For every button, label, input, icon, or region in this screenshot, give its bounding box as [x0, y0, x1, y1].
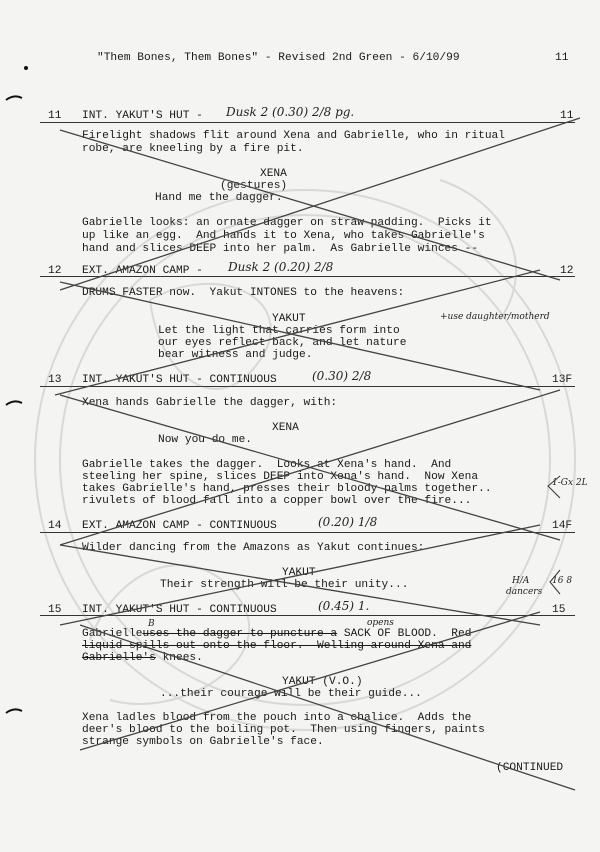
action-line: robe, are kneeling by a fire pit. — [82, 143, 304, 155]
dialogue-line: Let the light that carries form into — [158, 325, 400, 337]
handwritten-note: (0.45) 1. — [318, 599, 370, 613]
dialogue-line: ...their courage will be their guide... — [160, 688, 422, 700]
struck-text: Gabrielle's — [82, 652, 156, 664]
scene-heading: EXT. AMAZON CAMP - CONTINUOUS — [82, 520, 277, 532]
action-text: knees. — [162, 652, 203, 664]
action-line: hand and slices DEEP into her palm. As Gabrielle winces -- — [82, 243, 479, 255]
action-line: Gabrielle takes the dagger. Looks at Xena's hand. And — [82, 459, 452, 471]
scene-number-right: 15 — [552, 604, 566, 616]
handwritten-note: Dusk 2 (0.30) 2/8 pg. — [226, 105, 355, 119]
action-line: Xena hands Gabrielle the dagger, with: — [82, 397, 338, 409]
scene-number: 11 — [48, 110, 62, 122]
scene-heading: EXT. AMAZON CAMP - — [82, 265, 203, 277]
dot-mark — [24, 66, 28, 70]
scene-number-right: 13F — [552, 374, 573, 386]
scene-heading: INT. YAKUT'S HUT - — [82, 110, 203, 122]
action-line: Gabrielle looks: an ornate dagger on straw padding. Picks it — [82, 217, 492, 229]
scene-heading: INT. YAKUT'S HUT - CONTINUOUS — [82, 374, 277, 386]
dialogue-line: Hand me the dagger. — [155, 192, 283, 204]
margin-marks — [6, 96, 22, 713]
action-text: Gabrielle — [82, 628, 143, 640]
action-line: Wilder dancing from the Amazons as Yakut continues: — [82, 542, 425, 554]
scene-number-right: 14F — [552, 520, 573, 532]
scene-heading: INT. YAKUT'S HUT - CONTINUOUS — [82, 604, 277, 616]
scene-number-right: 12 — [560, 265, 574, 277]
action-line — [82, 652, 203, 665]
margin-note: 1-Gx 2L — [552, 478, 588, 488]
action-line: DRUMS FASTER now. Yakut INTONES to the heavens: — [82, 287, 405, 299]
insert-note: opens — [367, 618, 394, 628]
page-number: 11 — [555, 52, 569, 64]
dialogue-line: Now you do me. — [158, 434, 252, 446]
scene-number: 13 — [48, 374, 62, 386]
scene-number: 12 — [48, 265, 62, 277]
action-line: up like an egg. And hands it to Xena, who takes Gabrielle's — [82, 230, 485, 242]
character-name: XENA — [260, 168, 287, 180]
margin-note: +use daughter/motherd — [440, 312, 550, 322]
scene-number-right: 11 — [560, 110, 574, 122]
continued-label: (CONTINUED — [496, 762, 564, 774]
parenthetical: (gestures) — [220, 180, 288, 192]
page-header-title: "Them Bones, Them Bones" - Revised 2nd Green - 6/10/99 — [97, 52, 460, 64]
dialogue-line: bear witness and judge. — [158, 349, 313, 361]
scene-number: 14 — [48, 520, 62, 532]
action-line: takes Gabrielle's hand, presses their bloody palms together.. — [82, 483, 492, 495]
handwritten-note: Dusk 2 (0.20) 2/8 — [228, 260, 334, 274]
struck-text: uses the dagger to puncture a — [142, 628, 338, 640]
character-name: YAKUT — [272, 313, 306, 325]
action-line: deer's blood to the boiling pot. Then using fingers, paints — [82, 724, 485, 736]
action-text: SACK OF BLOOD. Red — [343, 628, 472, 640]
margin-note: H/A — [512, 576, 530, 586]
action-line: Xena ladles blood from the pouch into a chalice. Adds the — [82, 712, 472, 724]
character-name: XENA — [272, 422, 299, 434]
margin-note: 16 8 — [552, 576, 573, 586]
character-name: YAKUT — [282, 567, 316, 579]
dialogue-line: Their strength will be their unity... — [160, 579, 409, 591]
struck-text: liquid spills out onto the floor. Welling around Xena and — [82, 640, 472, 652]
handwritten-note: (0.20) 1/8 — [318, 515, 378, 529]
action-line: strange symbols on Gabrielle's face. — [82, 736, 324, 748]
character-name: YAKUT (V.O.) — [282, 676, 363, 688]
action-line: steeling her spine, slices DEEP into Xena's hand. Now Xena — [82, 471, 479, 483]
margin-note: dancers — [506, 587, 543, 597]
dialogue-line: our eyes reflect back, and let nature — [158, 337, 407, 349]
insert-note: B — [148, 619, 155, 629]
action-line: rivulets of blood fall into a copper bowl over the fire... — [82, 495, 472, 507]
scene-number: 15 — [48, 604, 62, 616]
action-line: Firelight shadows flit around Xena and Gabrielle, who in ritual — [82, 130, 505, 142]
handwritten-note: (0.30) 2/8 — [312, 369, 372, 383]
